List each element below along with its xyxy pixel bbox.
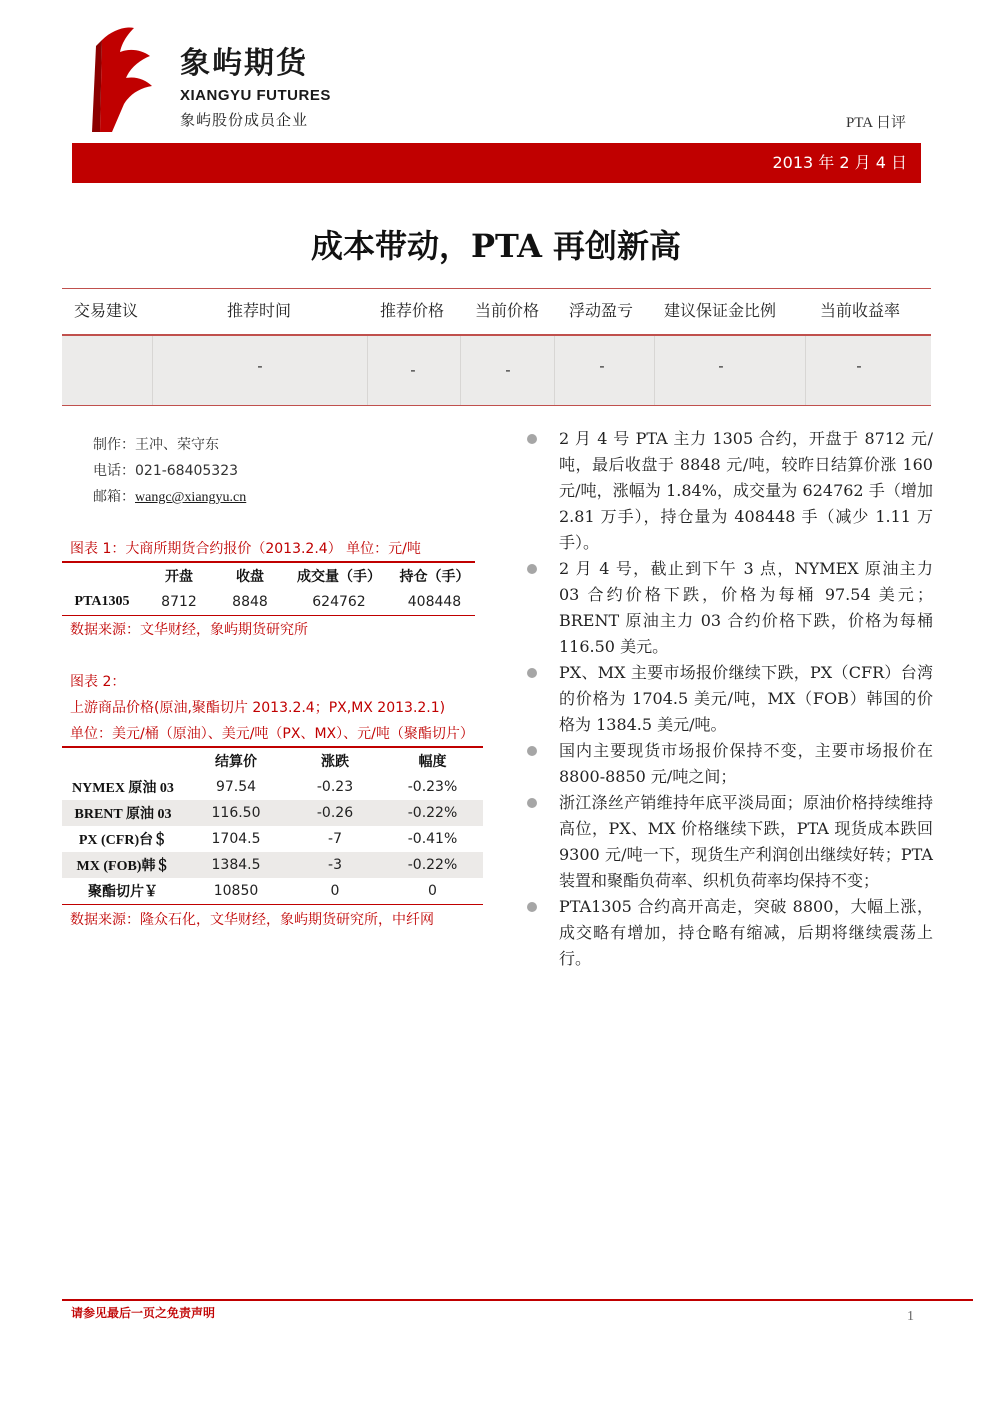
table-cell: -0.41%: [407, 831, 458, 847]
phone-line: [93, 461, 238, 481]
list-item-text: 国内主要现货市场报价保持不变，主要市场报价在 8800-8850 元/吨之间；: [559, 741, 933, 786]
rec-header-margin: 建议保证金比例: [664, 301, 777, 320]
list-item: [527, 426, 933, 556]
figure2-source: 数据来源：隆众石化，文华财经，象屿期货研究所，中纤网: [70, 912, 434, 928]
rec-header-advice: 交易建议: [74, 301, 139, 320]
row-label: BRENT 原油 03: [62, 800, 184, 826]
bullet-dot-icon: [527, 668, 537, 678]
table-cell: -0.22%: [382, 852, 483, 878]
table-cell: 0: [288, 878, 382, 904]
table-header-cell: 持仓（手）: [399, 569, 470, 585]
logo-flag-icon: [86, 26, 158, 134]
row-label: 聚酯切片￥: [62, 878, 184, 904]
email-label: 邮箱：: [93, 489, 135, 505]
rec-value-margin: -: [718, 357, 724, 375]
figure2-caption-title: 上游商品价格(原油,聚酯切片 2013.2.4；PX,MX 2013.2.1): [70, 700, 446, 716]
row-label: PTA1305: [62, 589, 142, 615]
list-item: [527, 738, 933, 790]
table-cell: 116.50: [184, 800, 288, 826]
list-item-text: 2 月 4 号 PTA 主力 1305 合约，开盘于 8712 元/吨，最后收盘于 8848 元/吨，较昨日结算价涨 160 元/吨，涨幅为 1.84%，成交量为 624762 手（增加 2.81 万手），持仓量为 408448 手（减少 1.11 万手）。: [559, 429, 933, 552]
table-cell: 1704.5: [211, 831, 261, 847]
table-header-cell: 开盘: [165, 569, 193, 585]
figure2-caption-label: 图表 2：: [70, 674, 126, 690]
page-title: 成本带动，PTA 再创新高: [310, 227, 682, 265]
rec-value-rec-price: -: [410, 361, 416, 379]
rec-value-yield: -: [856, 357, 862, 375]
table-cell: 0: [382, 878, 483, 904]
table-row: [62, 774, 483, 800]
disclaimer-link[interactable]: 请参见最后一页之免责声明: [71, 1306, 216, 1320]
row-label: PX (CFR)台＄: [78, 833, 168, 848]
table-row: [62, 878, 483, 904]
figure1-source: 数据来源：文华财经，象屿期货研究所: [70, 622, 308, 638]
brand-subtitle: 象屿股份成员企业: [180, 111, 309, 129]
rec-header-yield: 当前收益率: [820, 301, 901, 320]
table-header-cell: 成交量（手）: [297, 569, 381, 585]
table-header-cell: [62, 748, 184, 774]
table-cell: 10850: [184, 878, 288, 904]
table-header-cell: 幅度: [418, 754, 447, 770]
list-item-text: PTA1305 合约高开高走，突破 8800，大幅上涨，成交略有增加，持仓略有缩减，后期将继续震荡上行。: [559, 897, 933, 968]
recommendation-table: [62, 288, 931, 407]
list-item-text: 2 月 4 号，截止到下午 3 点，NYMEX 原油主力 03 合约价格下跌，价格为每桶 97.54 美元；BRENT 原油主力 03 合约价格下跌，价格为每桶 116.50 美元。: [559, 559, 933, 656]
figure2-table: [62, 748, 483, 905]
table-header-cell: 涨跌: [321, 754, 349, 770]
figure1-table: [62, 563, 475, 616]
figure1-caption: 图表 1：大商所期货合约报价（2013.2.4） 单位：元/吨: [70, 541, 421, 557]
list-item: [527, 790, 933, 894]
report-date: 2013 年 2 月 4 日: [772, 153, 907, 172]
list-item: [527, 894, 933, 972]
table-cell: -0.22%: [382, 800, 483, 826]
table-header-row: [62, 563, 475, 589]
rec-header-rec-price: 推荐价格: [380, 301, 445, 320]
table-row: [62, 800, 483, 826]
table-header-row: [62, 748, 483, 774]
table-cell: 1384.5: [184, 852, 288, 878]
table-cell: -0.23%: [407, 779, 458, 795]
table-row: [62, 589, 475, 615]
rec-value-time: -: [257, 357, 263, 375]
date-banner: [72, 143, 921, 183]
row-label: NYMEX 原油 03: [72, 781, 174, 796]
table-cell: -0.23: [316, 779, 354, 795]
email-line: [93, 487, 246, 508]
table-header-cell: 收盘: [236, 569, 264, 585]
commentary-list: [527, 426, 933, 972]
table-header-cell: [62, 563, 142, 589]
table-cell: -7: [328, 831, 342, 847]
bullet-dot-icon: [527, 746, 537, 756]
bullet-dot-icon: [527, 434, 537, 444]
bullet-dot-icon: [527, 798, 537, 808]
rec-header-pnl: 浮动盈亏: [569, 301, 634, 320]
table-row: [62, 852, 483, 878]
rec-header-cur-price: 当前价格: [475, 301, 540, 320]
page-number: 1: [907, 1309, 914, 1324]
table-cell: 8848: [216, 589, 284, 615]
table-cell: 408448: [394, 589, 475, 615]
author-line: 制作：王冲、荣守东: [93, 437, 219, 453]
row-label: MX (FOB)韩＄: [62, 852, 184, 878]
list-item: [527, 660, 933, 738]
list-item: [527, 556, 933, 660]
bullet-dot-icon: [527, 564, 537, 574]
list-item-text: PX、MX 主要市场报价继续下跌，PX（CFR）台湾的价格为 1704.5 美元/吨，MX（FOB）韩国的价格为 1384.5 美元/吨。: [559, 663, 933, 734]
brand-name-en: XIANGYU FUTURES: [180, 87, 331, 104]
rec-value-pnl: -: [599, 357, 605, 375]
figure2-caption-units: 单位：美元/桶（原油）、美元/吨（PX、MX）、元/吨（聚酯切片）: [70, 726, 474, 742]
rec-value-cur-price: -: [505, 361, 511, 379]
table-row: [62, 826, 483, 852]
email-link[interactable]: wangc@xiangyu.cn: [135, 490, 247, 505]
phone-label: 电话：: [93, 463, 135, 479]
bullet-dot-icon: [527, 902, 537, 912]
table-cell: 624762: [284, 589, 394, 615]
table-cell: 8712: [142, 589, 216, 615]
list-item-text: 浙江涤丝产销维持年底平淡局面；原油价格持续维持高位，PX、MX 价格继续下跌，PTA 现货成本跌回 9300 元/吨一下，现货生产利润创出继续好转；PTA 装置和聚酯负荷率、织机负荷率均保持不变；: [559, 793, 933, 890]
phone-number: 021-68405323: [135, 463, 239, 479]
report-type: PTA 日评: [845, 115, 906, 131]
table-header-cell: 结算价: [215, 754, 257, 770]
rec-header-time: 推荐时间: [227, 301, 292, 320]
table-cell: -3: [288, 852, 382, 878]
footer-rule: [62, 1299, 973, 1301]
table-cell: -0.26: [288, 800, 382, 826]
table-cell: 97.54: [215, 779, 257, 795]
brand-name-cn: 象屿期货: [180, 46, 308, 81]
